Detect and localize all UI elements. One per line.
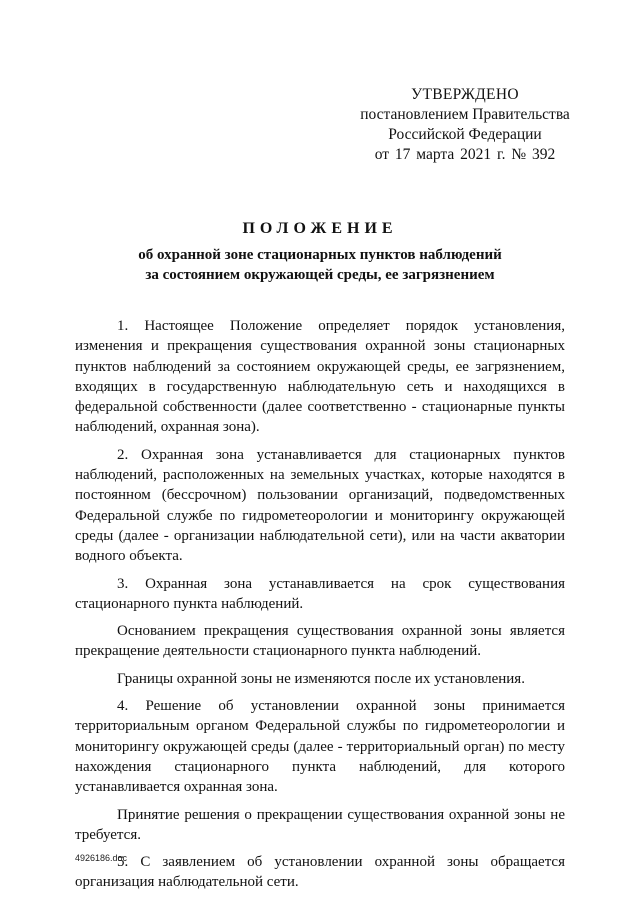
approval-block: [340, 85, 590, 165]
paragraph-3: 3. Охранная зона устанавливается на срок существования стационарного пункта наблюдений.: [75, 575, 565, 612]
footer-document-code: 4926186.doc: [75, 853, 128, 863]
approval-line-2: Российской Федерации: [388, 126, 542, 143]
paragraph-2: 2. Охранная зона устанавливается для стационарных пунктов наблюдений, расположенных на земельных участках, которые находятся в постоянном (бессрочном) пользовании организаций, подведомственных Федеральной службе по гидрометеорологии и мониторингу окружающей среды (далее - организации наблюдательной сети), или на части акватории водного объекта.: [75, 446, 565, 565]
document-body: [75, 316, 565, 893]
subtitle-line-2: за состоянием окружающей среды, ее загрязнением: [145, 267, 495, 283]
document-title: ПОЛОЖЕНИЕ: [242, 220, 398, 237]
paragraph-1: 1. Настоящее Положение определяет порядок установления, изменения и прекращения существования охранной зоны стационарных пунктов наблюдений за состоянием окружающей среды, ее загрязнением, входящих в государственную наблюдательную сеть и находящихся в федеральной собственности (далее соответственно - стационарные пункты наблюдений, охранная зона).: [75, 318, 565, 436]
approval-heading: УТВЕРЖДЕНО: [411, 86, 519, 103]
paragraph-8: 5. С заявлением об установлении охранной зоны обращается организация наблюдательной сети.: [75, 854, 565, 891]
subtitle-line-1: об охранной зоне стационарных пунктов наблюдений: [138, 247, 502, 263]
paragraph-6: 4. Решение об установлении охранной зоны принимается территориальным органом Федеральной службы по гидрометеорологии и мониторингу окружающей среды (далее - территориальный орган) по месту нахождения стационарного пункта наблюдений, для которого устанавливается охранная зона.: [75, 698, 565, 796]
paragraph-7: Принятие решения о прекращении существования охранной зоны не требуется.: [75, 806, 565, 843]
approval-line-1: постановлением Правительства: [360, 106, 570, 123]
paragraph-5: Границы охранной зоны не изменяются после их установления.: [117, 670, 525, 687]
approval-date: от 17 марта 2021 г. № 392: [374, 146, 556, 163]
document-subtitle: [75, 245, 565, 285]
paragraph-4: Основанием прекращения существования охранной зоны является прекращение деятельности стационарного пункта наблюдений.: [75, 623, 565, 660]
